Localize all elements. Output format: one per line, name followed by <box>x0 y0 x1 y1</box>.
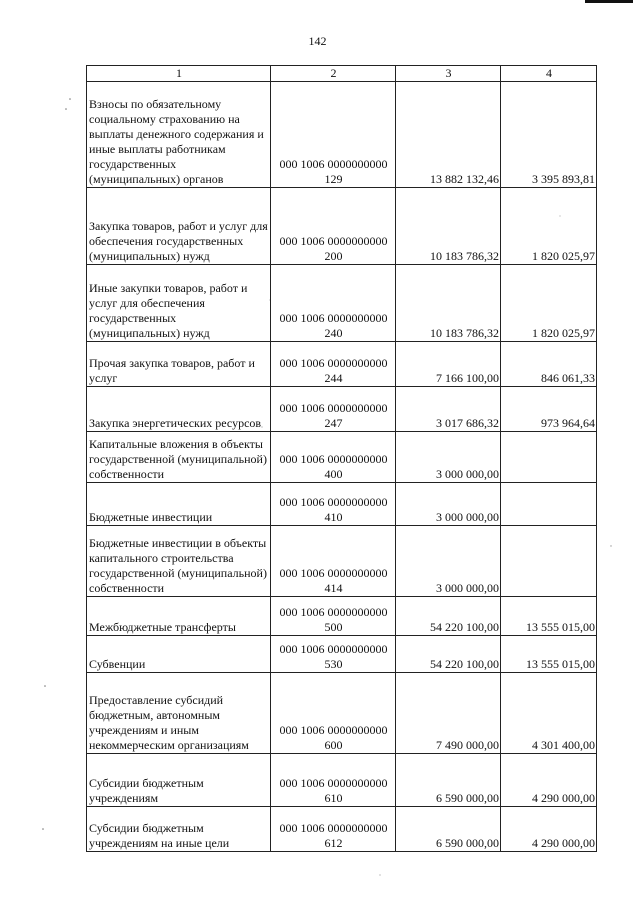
row-name-cell: Субсидии бюджетным учреждениям <box>87 754 271 807</box>
row-amount-col3: 3 000 000,00 <box>396 526 501 597</box>
row-name-cell: Межбюджетные трансферты <box>87 597 271 636</box>
page-number: 142 <box>308 34 327 48</box>
table-row <box>87 597 597 636</box>
row-name-cell: Субсидии бюджетным учреждениям на иные цели <box>87 807 271 852</box>
row-code-cell <box>271 754 396 807</box>
row-code-cell <box>271 597 396 636</box>
row-amount-col4: 1 820 025,97 <box>501 265 597 342</box>
table-row <box>87 673 597 754</box>
code-suffix: 129 <box>324 172 343 186</box>
table-row <box>87 636 597 673</box>
row-amount-col3: 13 882 132,46 <box>396 82 501 188</box>
table-row <box>87 82 597 188</box>
row-code-cell <box>271 342 396 387</box>
row-code-cell <box>271 188 396 265</box>
column-header: 4 <box>501 66 597 82</box>
budget-table <box>86 65 597 852</box>
code-suffix: 410 <box>324 510 343 524</box>
row-amount-col3: 7 166 100,00 <box>396 342 501 387</box>
row-code-cell <box>271 432 396 483</box>
code-suffix: 612 <box>324 836 343 850</box>
table-row <box>87 526 597 597</box>
row-amount-col4 <box>501 526 597 597</box>
code-prefix: 000 1006 0000000000 <box>279 401 388 415</box>
table-row <box>87 807 597 852</box>
row-code-cell <box>271 673 396 754</box>
table-row <box>87 342 597 387</box>
code-prefix: 000 1006 0000000000 <box>279 234 388 248</box>
top-edge-rule <box>585 0 633 3</box>
code-suffix: 244 <box>324 371 343 385</box>
code-suffix: 400 <box>324 467 343 481</box>
code-prefix: 000 1006 0000000000 <box>279 452 388 466</box>
row-amount-col4: 3 395 893,81 <box>501 82 597 188</box>
row-amount-col3: 7 490 000,00 <box>396 673 501 754</box>
row-name-cell: Предоставление субсидий бюджетным, автономным учреждениям и иным некоммерческим организациям <box>87 673 271 754</box>
table-row <box>87 754 597 807</box>
code-prefix: 000 1006 0000000000 <box>279 821 388 835</box>
code-suffix: 200 <box>324 249 343 263</box>
row-amount-col4: 13 555 015,00 <box>501 636 597 673</box>
table-row <box>87 265 597 342</box>
code-prefix: 000 1006 0000000000 <box>279 723 388 737</box>
code-suffix: 610 <box>324 791 343 805</box>
row-name-cell: Иные закупки товаров, работ и услуг для обеспечения государственных (муниципальных) нужд <box>87 265 271 342</box>
row-amount-col3: 3 017 686,32 <box>396 387 501 432</box>
table-row <box>87 387 597 432</box>
column-header: 1 <box>87 66 271 82</box>
row-code-cell <box>271 483 396 526</box>
code-prefix: 000 1006 0000000000 <box>279 311 388 325</box>
code-suffix: 240 <box>324 326 343 340</box>
table-row <box>87 188 597 265</box>
row-code-cell <box>271 387 396 432</box>
row-amount-col4: 846 061,33 <box>501 342 597 387</box>
row-amount-col4: 4 301 400,00 <box>501 673 597 754</box>
code-prefix: 000 1006 0000000000 <box>279 157 388 171</box>
code-suffix: 500 <box>324 620 343 634</box>
row-name-cell: Капитальные вложения в объекты государственной (муниципальной) собственности <box>87 432 271 483</box>
row-amount-col4: 13 555 015,00 <box>501 597 597 636</box>
row-name-cell: Субвенции <box>87 636 271 673</box>
row-amount-col3: 10 183 786,32 <box>396 265 501 342</box>
table-row <box>87 432 597 483</box>
column-header: 2 <box>271 66 396 82</box>
row-amount-col4: 4 290 000,00 <box>501 754 597 807</box>
column-header: 3 <box>396 66 501 82</box>
row-code-cell <box>271 526 396 597</box>
table-header-row <box>87 66 597 82</box>
row-amount-col3: 3 000 000,00 <box>396 483 501 526</box>
row-amount-col3: 54 220 100,00 <box>396 597 501 636</box>
code-prefix: 000 1006 0000000000 <box>279 605 388 619</box>
row-name-cell: Закупка энергетических ресурсов <box>87 387 271 432</box>
code-suffix: 247 <box>324 416 343 430</box>
row-code-cell <box>271 82 396 188</box>
row-name-cell: Взносы по обязательному социальному страхованию на выплаты денежного содержания и иные выплаты работникам государственных (муниципальных) органов <box>87 82 271 188</box>
row-amount-col3: 10 183 786,32 <box>396 188 501 265</box>
code-suffix: 414 <box>324 581 343 595</box>
row-name-cell: Бюджетные инвестиции <box>87 483 271 526</box>
code-prefix: 000 1006 0000000000 <box>279 566 388 580</box>
row-amount-col3: 6 590 000,00 <box>396 754 501 807</box>
row-code-cell <box>271 636 396 673</box>
code-prefix: 000 1006 0000000000 <box>279 642 388 656</box>
code-prefix: 000 1006 0000000000 <box>279 495 388 509</box>
row-amount-col3: 54 220 100,00 <box>396 636 501 673</box>
code-suffix: 600 <box>324 738 343 752</box>
row-name-cell: Бюджетные инвестиции в объекты капитального строительства государственной (муниципальной) собственности <box>87 526 271 597</box>
row-amount-col4 <box>501 483 597 526</box>
row-code-cell <box>271 807 396 852</box>
row-amount-col4: 973 964,64 <box>501 387 597 432</box>
row-name-cell: Прочая закупка товаров, работ и услуг <box>87 342 271 387</box>
row-amount-col4: 1 820 025,97 <box>501 188 597 265</box>
code-prefix: 000 1006 0000000000 <box>279 356 388 370</box>
row-amount-col3: 6 590 000,00 <box>396 807 501 852</box>
row-amount-col3: 3 000 000,00 <box>396 432 501 483</box>
code-prefix: 000 1006 0000000000 <box>279 776 388 790</box>
row-amount-col4 <box>501 432 597 483</box>
row-name-cell: Закупка товаров, работ и услуг для обеспечения государственных (муниципальных) нужд <box>87 188 271 265</box>
row-amount-col4: 4 290 000,00 <box>501 807 597 852</box>
code-suffix: 530 <box>324 657 343 671</box>
table-row <box>87 483 597 526</box>
row-code-cell <box>271 265 396 342</box>
